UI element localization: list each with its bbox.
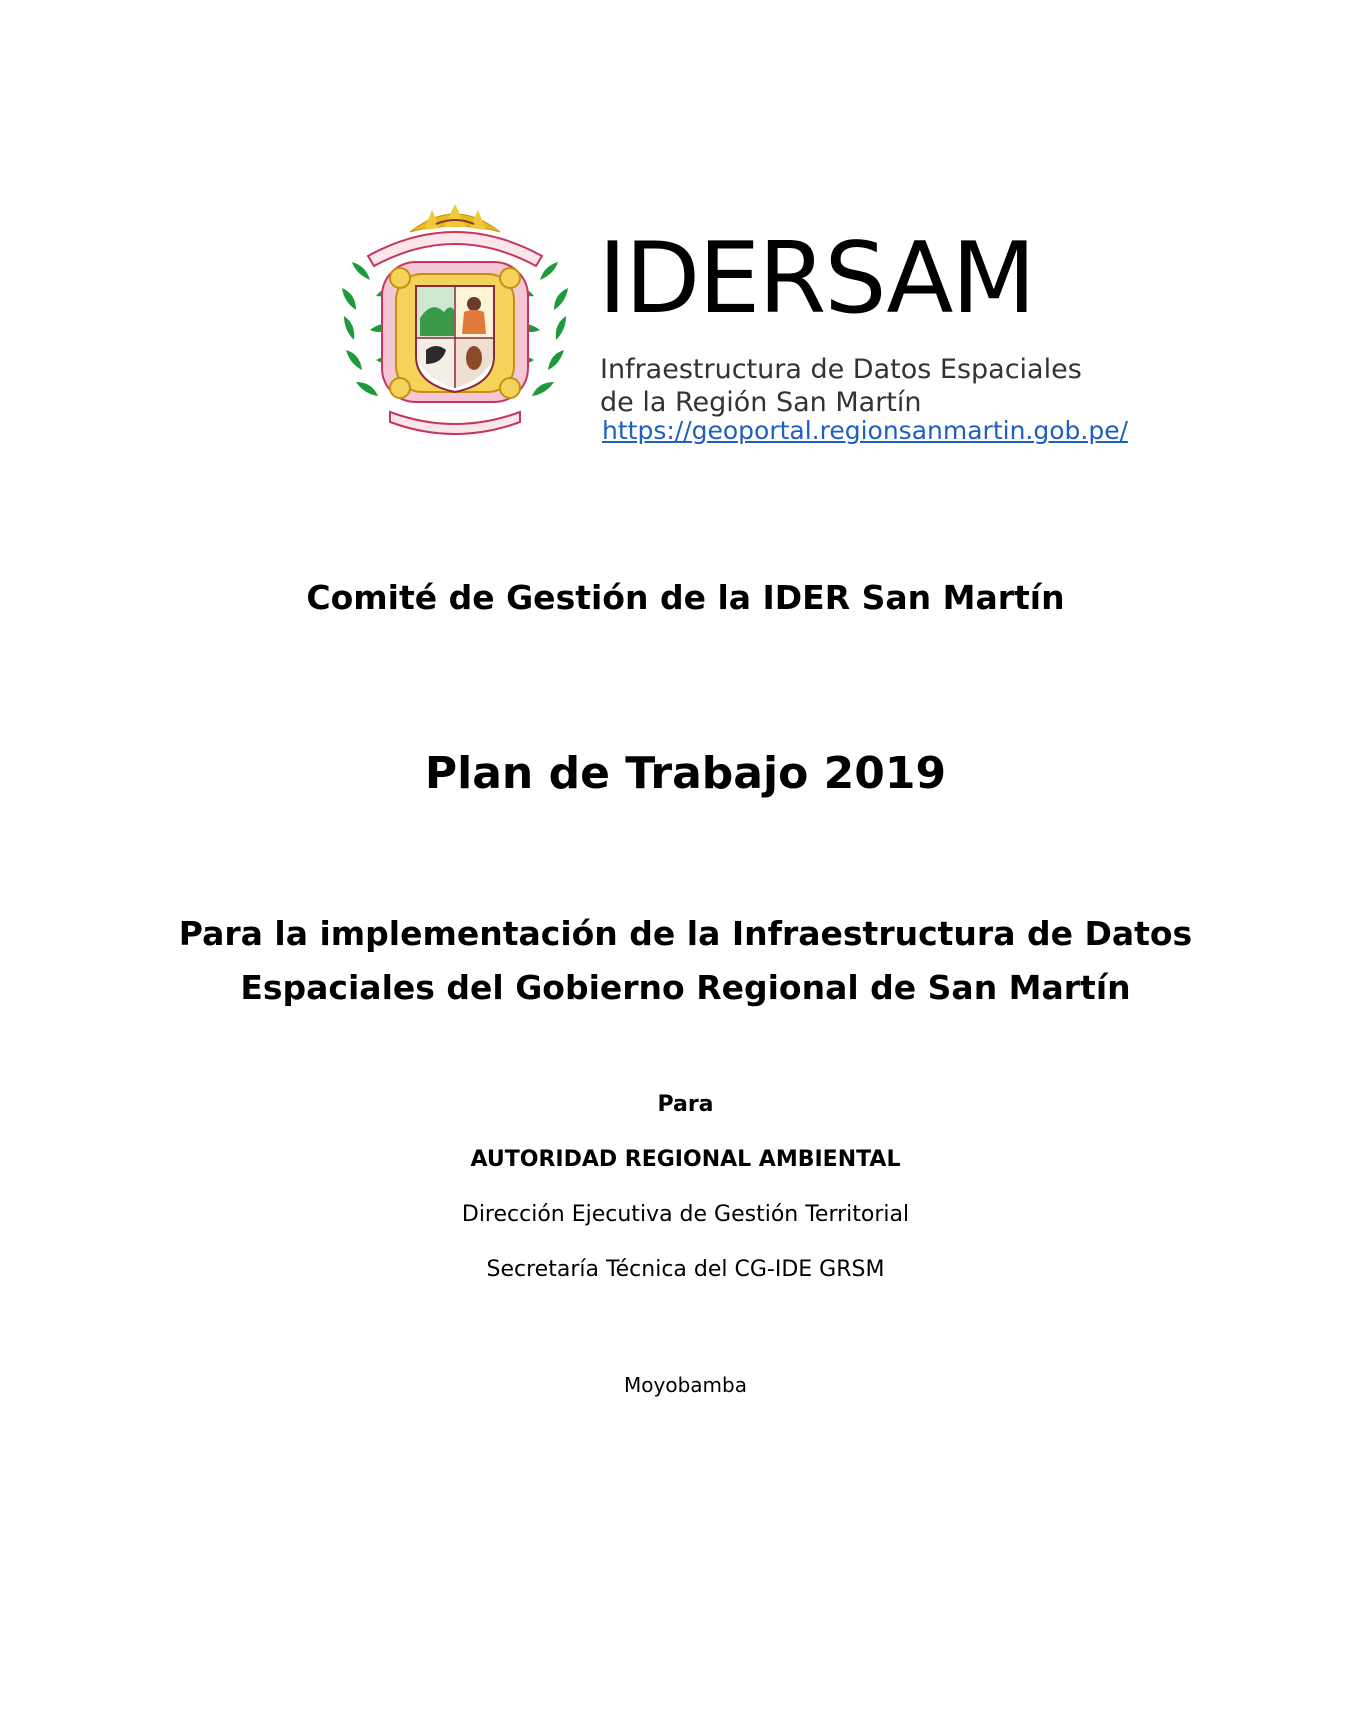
brand-name: IDERSAM: [598, 222, 1034, 336]
geoportal-link[interactable]: https://geoportal.regionsanmartin.gob.pe/: [602, 416, 1129, 445]
header-logo-block: [340, 200, 1129, 450]
city-name: Moyobamba: [624, 1373, 747, 1397]
purpose-line-2: Espaciales del Gobierno Regional de San Martín: [240, 968, 1131, 1007]
committee-heading: Comité de Gestión de la IDER San Martín: [306, 578, 1065, 617]
purpose-line-1: Para la implementación de la Infraestructura de Datos: [178, 914, 1193, 953]
plan-title: Plan de Trabajo 2019: [424, 748, 947, 799]
purpose-heading: [0, 907, 1371, 1015]
coat-of-arms-seal-icon: [340, 200, 570, 445]
brand-subtitle-line1: Infraestructura de Datos Espaciales: [600, 354, 1082, 385]
secretariat-name: Secretaría Técnica del CG-IDE GRSM: [486, 1257, 885, 1282]
para-label: Para: [657, 1092, 714, 1117]
authority-name: AUTORIDAD REGIONAL AMBIENTAL: [470, 1147, 901, 1172]
seal-crown: [410, 204, 500, 232]
direction-name: Dirección Ejecutiva de Gestión Territorial: [461, 1202, 910, 1227]
brand-subtitle-line2: de la Región San Martín: [600, 387, 922, 418]
